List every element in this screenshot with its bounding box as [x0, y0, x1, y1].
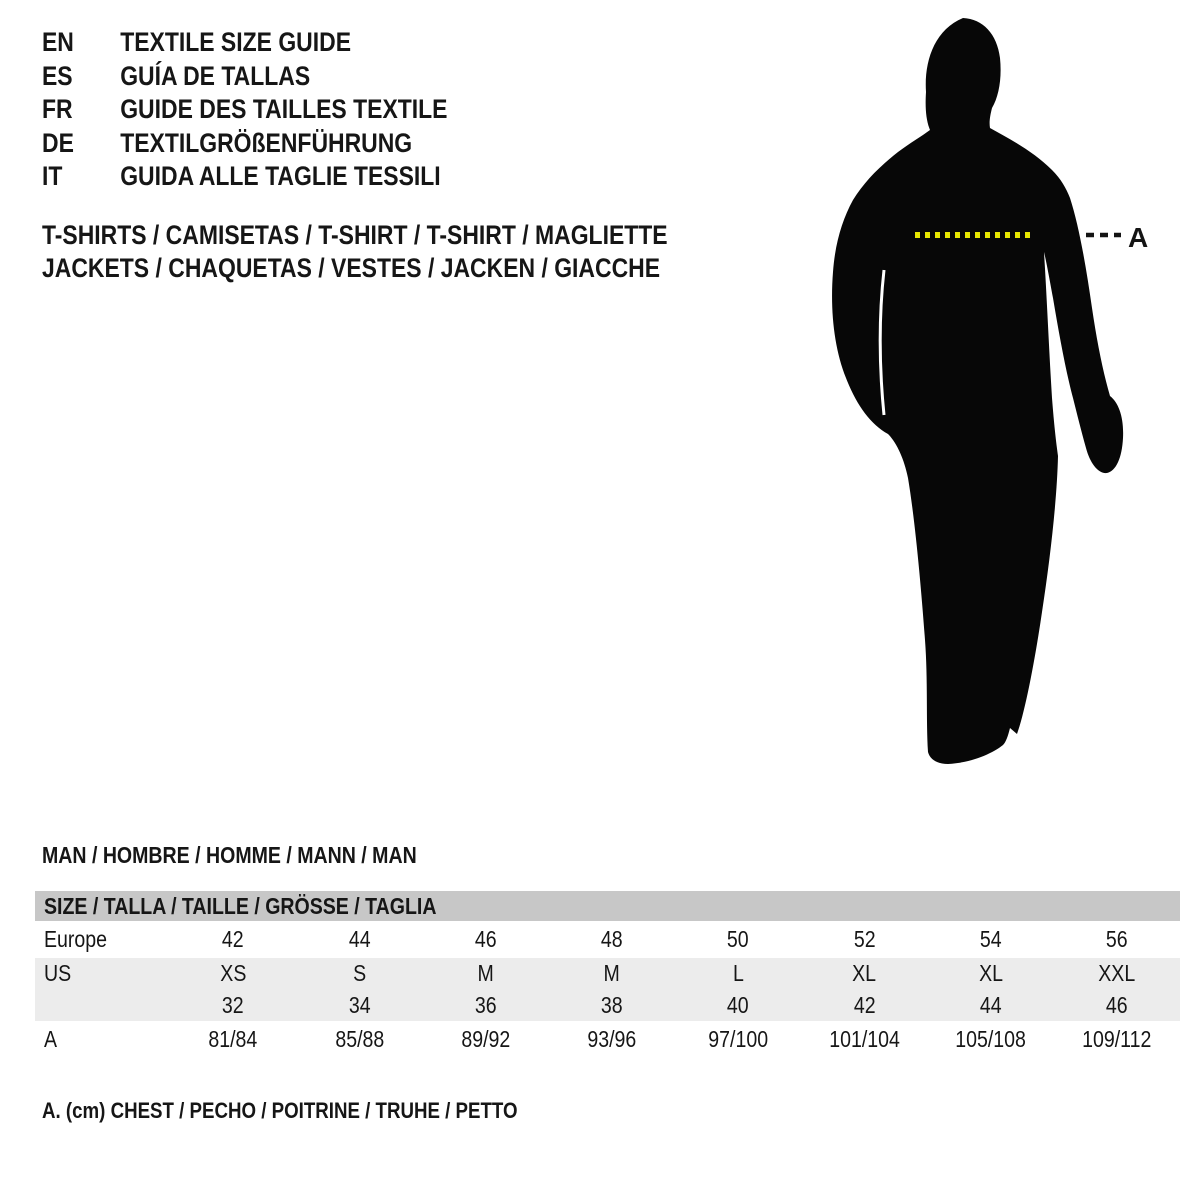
- size-cell: 81/84: [208, 1026, 258, 1052]
- language-row-it: [42, 160, 447, 194]
- size-cell: 34: [348, 991, 371, 1018]
- size-cell: 38: [600, 991, 623, 1018]
- language-code: IT: [42, 161, 63, 192]
- size-cell: 89/92: [461, 1026, 511, 1052]
- table-row-alt-sizes: [35, 989, 1180, 1021]
- measurement-footnote: A. (cm) CHEST / PECHO / POITRINE / TRUHE / PETTO: [42, 1098, 518, 1123]
- language-row-fr: [42, 93, 447, 127]
- size-cell: XXL: [1098, 960, 1136, 986]
- table-row-europe: [35, 921, 1180, 958]
- size-cell: XL: [978, 960, 1003, 986]
- language-row-de: [42, 127, 447, 161]
- size-cell: 42: [222, 926, 245, 952]
- size-cell: XS: [220, 960, 247, 986]
- size-table-header: SIZE / TALLA / TAILLE / GRÖSSE / TAGLIA: [35, 891, 1180, 921]
- measure-label-a: A: [1128, 222, 1149, 253]
- size-cell: S: [352, 960, 366, 986]
- size-cell: M: [477, 960, 494, 986]
- language-row-es: [42, 60, 447, 94]
- size-cell: 36: [474, 991, 497, 1018]
- size-cell: 40: [727, 991, 750, 1018]
- table-row-us: [35, 958, 1180, 989]
- language-label: TEXTILGRÖßENFÜHRUNG: [120, 127, 413, 158]
- language-guide-list: [42, 26, 519, 194]
- row-label: [35, 992, 170, 1019]
- measurement-figure: [820, 0, 1200, 790]
- size-table: [35, 891, 1180, 1058]
- category-line-jackets: JACKETS / CHAQUETAS / VESTES / JACKEN / GIACCHE: [42, 253, 661, 283]
- section-title-man: MAN / HOMBRE / HOMME / MANN / MAN: [42, 842, 417, 868]
- size-cell: 52: [853, 926, 876, 952]
- table-row-chest-cm: [35, 1021, 1180, 1058]
- size-cell: 50: [727, 926, 750, 952]
- language-code: DE: [42, 127, 74, 158]
- size-cell: M: [603, 960, 621, 986]
- size-cell: 109/112: [1082, 1026, 1152, 1052]
- size-cell: 32: [222, 991, 245, 1018]
- category-line-tshirts: T-SHIRTS / CAMISETAS / T-SHIRT / T-SHIRT / MAGLIETTE: [42, 220, 668, 250]
- size-cell: 44: [348, 926, 371, 952]
- size-cell: 85/88: [334, 1026, 384, 1052]
- language-code: FR: [42, 94, 73, 125]
- language-label: TEXTILE SIZE GUIDE: [120, 27, 352, 58]
- language-label: GUIDE DES TAILLES TEXTILE: [120, 94, 448, 125]
- size-cell: 46: [1105, 991, 1128, 1018]
- man-silhouette-svg: [820, 0, 1200, 790]
- size-cell: 56: [1105, 926, 1128, 952]
- size-cell: L: [732, 960, 744, 986]
- size-cell: 105/108: [955, 1026, 1026, 1052]
- size-cell: 97/100: [708, 1026, 769, 1052]
- row-label: A: [44, 1026, 58, 1052]
- size-cell: 48: [600, 926, 623, 952]
- size-cell: 44: [979, 991, 1002, 1018]
- garment-categories: [42, 219, 778, 285]
- size-cell: XL: [852, 960, 877, 986]
- man-silhouette: [832, 18, 1123, 764]
- size-cell: 54: [979, 926, 1002, 952]
- row-label: Europe: [44, 926, 108, 952]
- language-label: GUÍA DE TALLAS: [120, 60, 311, 91]
- size-cell: 93/96: [587, 1026, 637, 1052]
- row-label: US: [44, 960, 72, 986]
- language-row-en: [42, 26, 447, 60]
- size-cell: 101/104: [829, 1026, 900, 1052]
- size-cell: 42: [853, 991, 876, 1018]
- size-cell: 46: [474, 926, 497, 952]
- language-code: ES: [42, 60, 73, 91]
- language-label: GUIDA ALLE TAGLIE TESSILI: [120, 161, 441, 192]
- language-code: EN: [42, 27, 74, 58]
